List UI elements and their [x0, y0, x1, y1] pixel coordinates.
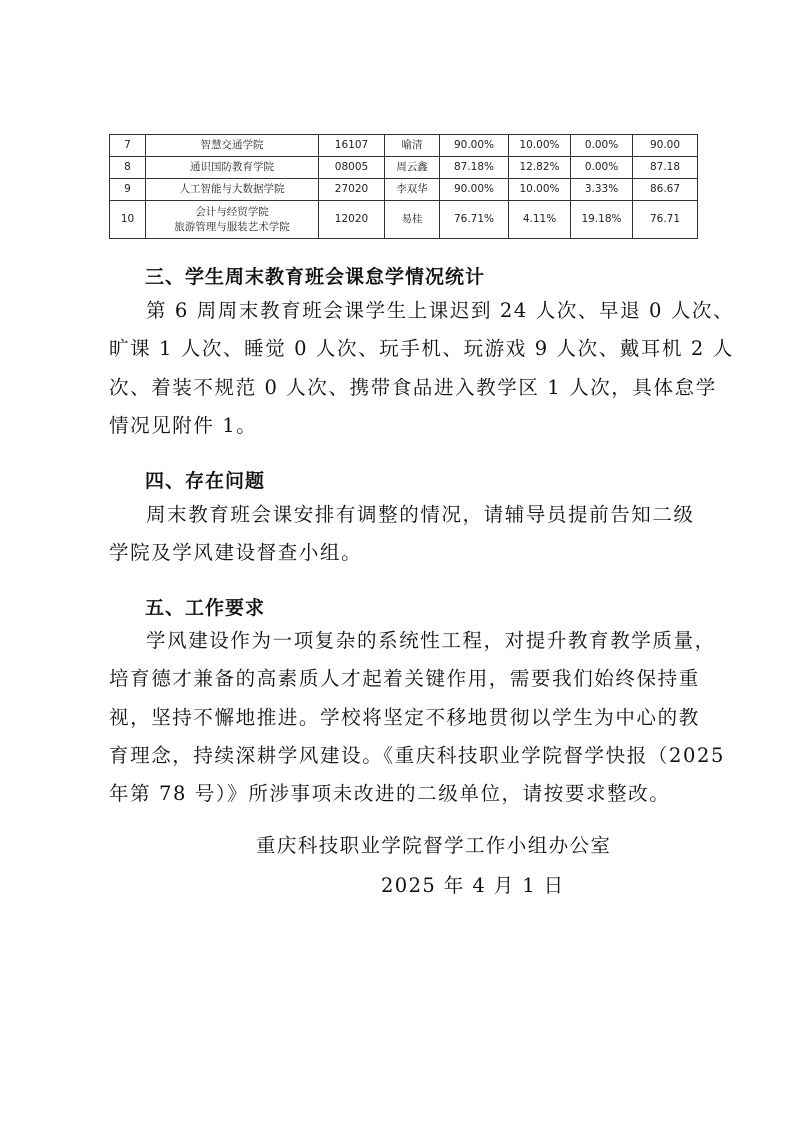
- section-3-heading: 三、学生周末教育班会课怠学情况统计: [145, 266, 486, 288]
- college-name: 会计与经贸学院: [195, 205, 269, 218]
- row-number-cell: 7: [110, 135, 146, 157]
- paragraph-line: 育理念，持续深耕学风建设。《重庆科技职业学院督学快报（2025: [109, 743, 725, 767]
- table-row: [110, 201, 698, 239]
- rate-2-cell: 10.00%: [509, 179, 571, 201]
- college-cell: [146, 135, 319, 157]
- counselor-cell: 周云鑫: [385, 157, 440, 179]
- rate-1-cell: 87.18%: [440, 157, 509, 179]
- score-cell: 90.00: [633, 135, 698, 157]
- table-row: [110, 135, 698, 157]
- code-cell: 12020: [319, 201, 385, 239]
- rate-3-cell: 3.33%: [571, 179, 633, 201]
- paragraph-line: 第 6 周周末教育班会课学生上课迟到 24 人次、早退 0 人次、: [146, 299, 735, 322]
- row-number-cell: 8: [110, 157, 146, 179]
- paragraph-line: 年第 78 号）》所涉事项未改进的二级单位，请按要求整改。: [109, 782, 671, 806]
- counselor-cell: 易桂: [385, 201, 440, 239]
- issuing-office: 重庆科技职业学院督学工作小组办公室: [256, 834, 612, 857]
- row-number-cell: 9: [110, 179, 146, 201]
- table-row: [110, 179, 698, 201]
- paragraph-line: 培育德才兼备的高素质人才起着关键作用，需要我们始终保持重: [109, 667, 700, 691]
- rate-3-cell: 19.18%: [571, 201, 633, 239]
- college-cell: [146, 201, 319, 239]
- section-4-heading: 四、存在问题: [145, 470, 266, 492]
- section-5-paragraph: [109, 622, 725, 813]
- code-cell: 16107: [319, 135, 385, 157]
- college-name: 智慧交通学院: [200, 139, 264, 151]
- score-cell: 76.71: [633, 201, 698, 239]
- rate-3-cell: 0.00%: [571, 135, 633, 157]
- table-row: [110, 157, 698, 179]
- score-cell: 87.18: [633, 157, 698, 179]
- paragraph-line: 情况见附件 1。: [109, 413, 258, 437]
- college-cell: [146, 179, 319, 201]
- rate-3-cell: 0.00%: [571, 157, 633, 179]
- section-5-heading: 五、工作要求: [145, 597, 266, 619]
- rate-2-cell: 4.11%: [509, 201, 571, 239]
- college-cell: [146, 157, 319, 179]
- college-name: 旅游管理与服装艺术学院: [174, 220, 290, 233]
- counselor-cell: 李双华: [385, 179, 440, 201]
- paragraph-line: 旷课 1 人次、睡觉 0 人次、玩手机、玩游戏 9 人次、戴耳机 2 人: [109, 337, 734, 361]
- rate-1-cell: 90.00%: [440, 179, 509, 201]
- paragraph-line: 学院及学风建设督查小组。: [109, 541, 363, 565]
- issue-date: 2025 年 4 月 1 日: [381, 874, 565, 897]
- section-4-paragraph: [109, 496, 699, 573]
- supervision-table: [109, 134, 698, 239]
- college-name: 通识国防教育学院: [190, 161, 274, 173]
- paragraph-line: 学风建设作为一项复杂的系统性工程，对提升教育教学质量，: [146, 629, 716, 652]
- code-cell: 08005: [319, 157, 385, 179]
- paragraph-line: 周末教育班会课安排有调整的情况，请辅导员提前告知二级: [146, 503, 695, 526]
- counselor-cell: 喻清: [385, 135, 440, 157]
- paragraph-line: 视，坚持不懈地推进。学校将坚定不移地贯彻以学生为中心的教: [109, 705, 700, 729]
- row-number-cell: 10: [110, 201, 146, 239]
- college-name: 人工智能与大数据学院: [179, 183, 285, 195]
- score-cell: 86.67: [633, 179, 698, 201]
- paragraph-line: 次、着装不规范 0 人次、携带食品进入教学区 1 人次，具体怠学: [109, 375, 717, 399]
- rate-1-cell: 90.00%: [440, 135, 509, 157]
- rate-2-cell: 10.00%: [509, 135, 571, 157]
- section-3-paragraph: [109, 292, 735, 445]
- rate-1-cell: 76.71%: [440, 201, 509, 239]
- rate-2-cell: 12.82%: [509, 157, 571, 179]
- code-cell: 27020: [319, 179, 385, 201]
